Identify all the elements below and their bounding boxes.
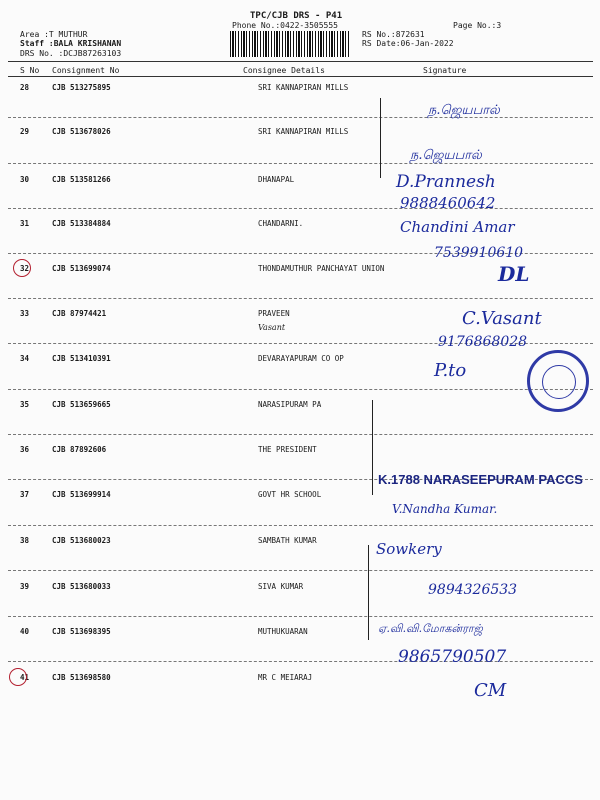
row-consignment: CJB 513384884 [52, 219, 111, 228]
table-row [0, 127, 600, 147]
table-row [0, 673, 600, 693]
row-consignee: MUTHUKUARAN [258, 627, 308, 636]
row-consignee: THONDAMUTHUR PANCHAYAT UNION [258, 264, 385, 273]
barcode [230, 31, 350, 57]
table-row [0, 490, 600, 510]
table-row [0, 627, 600, 647]
red-circle-mark [13, 259, 31, 277]
signature: DL [498, 262, 530, 286]
row-consignment: CJB 513678026 [52, 127, 111, 136]
handwritten-bracket [368, 545, 369, 640]
row-consignee: SAMBATH KUMAR [258, 536, 317, 545]
col-signature: Signature [423, 66, 467, 75]
row-divider [8, 570, 593, 571]
row-consignment: CJB 513659665 [52, 400, 111, 409]
row-consignment: CJB 87892606 [52, 445, 107, 454]
row-sno: 40 [20, 627, 30, 636]
handwritten-phone: 9894326533 [428, 582, 518, 598]
table-row [0, 536, 600, 556]
signature: P.to [434, 360, 467, 381]
row-consignment: CJB 513699074 [52, 264, 111, 273]
row-sno: 32 [20, 264, 30, 273]
handwritten-bracket [380, 98, 381, 178]
row-divider [8, 389, 593, 390]
table-row [0, 445, 600, 465]
row-sno: 33 [20, 309, 30, 318]
row-sno: 31 [20, 219, 30, 228]
signature: CM [474, 680, 507, 701]
document-title: TPC/CJB DRS - P41 [250, 11, 343, 21]
row-consignment: CJB 513275895 [52, 83, 111, 92]
row-sno: 35 [20, 400, 30, 409]
signature: ந.ஜெயபால் [410, 148, 482, 163]
row-consignee: MR C MEIARAJ [258, 673, 313, 682]
col-consignee: Consignee Details [243, 66, 325, 75]
row-consignment: CJB 513680033 [52, 582, 111, 591]
row-sno: 39 [20, 582, 30, 591]
table-row [0, 83, 600, 103]
staff-label: Staff :BALA KRISHANAN [20, 39, 122, 48]
row-divider [8, 434, 593, 435]
signature: ந.ஜெயபால் [428, 103, 500, 118]
row-sno: 34 [20, 354, 30, 363]
table-row [0, 354, 600, 374]
signature: Chandini Amar [400, 218, 515, 236]
row-consignment: CJB 513410391 [52, 354, 111, 363]
row-consignment: CJB 87974421 [52, 309, 107, 318]
row-divider [8, 616, 593, 617]
row-divider [8, 117, 593, 118]
rs-date: RS Date:06-Jan-2022 [362, 39, 454, 48]
row-sno: 29 [20, 127, 30, 136]
area-label: Area :T MUTHUR [20, 30, 88, 39]
handwritten-phone: 7539910610 [434, 245, 524, 261]
handwritten-bracket [372, 400, 373, 495]
row-sno: 28 [20, 83, 30, 92]
row-consignment: CJB 513699914 [52, 490, 111, 499]
page-number: Page No.:3 [453, 21, 502, 30]
row-consignee: CHANDARNI. [258, 219, 304, 228]
row-consignment: CJB 513698395 [52, 627, 111, 636]
row-consignee: NARASIPURAM PA [258, 400, 322, 409]
signature: D.Prannesh [396, 172, 496, 192]
row-sno: 41 [20, 673, 30, 682]
row-divider [8, 525, 593, 526]
row-sno: 36 [20, 445, 30, 454]
handwritten-note: Vasant [258, 323, 286, 332]
row-consignee: DHANAPAL [258, 175, 295, 184]
drs-number: DRS No. :DCJB87263103 [20, 49, 122, 58]
round-seal-stamp [527, 350, 589, 412]
rs-number: RS No.:872631 [362, 30, 425, 39]
row-consignee: PRAVEEN [258, 309, 290, 318]
phone-number: Phone No.:0422-3505555 [232, 21, 338, 30]
row-sno: 38 [20, 536, 30, 545]
handwritten-phone: 9888460642 [400, 194, 496, 212]
row-consignee: DEVARAYAPURAM CO OP [258, 354, 344, 363]
col-sno: S No [20, 66, 40, 75]
row-consignee: GOVT HR SCHOOL [258, 490, 322, 499]
signature: Sowkery [376, 540, 442, 558]
row-divider [8, 208, 593, 209]
row-consignee: SIVA KUMAR [258, 582, 304, 591]
row-consignment: CJB 513581266 [52, 175, 111, 184]
row-divider [8, 298, 593, 299]
row-consignment: CJB 513680023 [52, 536, 111, 545]
row-consignment: CJB 513698580 [52, 673, 111, 682]
col-consignment: Consignment No [52, 66, 120, 75]
header-rule-top [8, 61, 593, 62]
handwritten-phone: 9176868028 [438, 334, 528, 350]
row-sno: 30 [20, 175, 30, 184]
row-divider [8, 163, 593, 164]
signature: ஏ.வி.வி.மோகன்ராஜ் [378, 622, 483, 635]
row-consignee: SRI KANNAPIRAN MILLS [258, 127, 349, 136]
header-rule-bottom [8, 76, 593, 77]
table-row [0, 175, 600, 195]
signature: V.Nandha Kumar. [392, 502, 498, 516]
signature: C.Vasant [462, 308, 542, 329]
row-consignee: SRI KANNAPIRAN MILLS [258, 83, 349, 92]
handwritten-phone: 9865790507 [398, 647, 507, 667]
table-row [0, 400, 600, 420]
row-sno: 37 [20, 490, 30, 499]
office-stamp: K.1788 NARASEEPURAM PACCS [378, 472, 583, 487]
row-consignee: THE PRESIDENT [258, 445, 317, 454]
red-circle-mark [9, 668, 30, 686]
